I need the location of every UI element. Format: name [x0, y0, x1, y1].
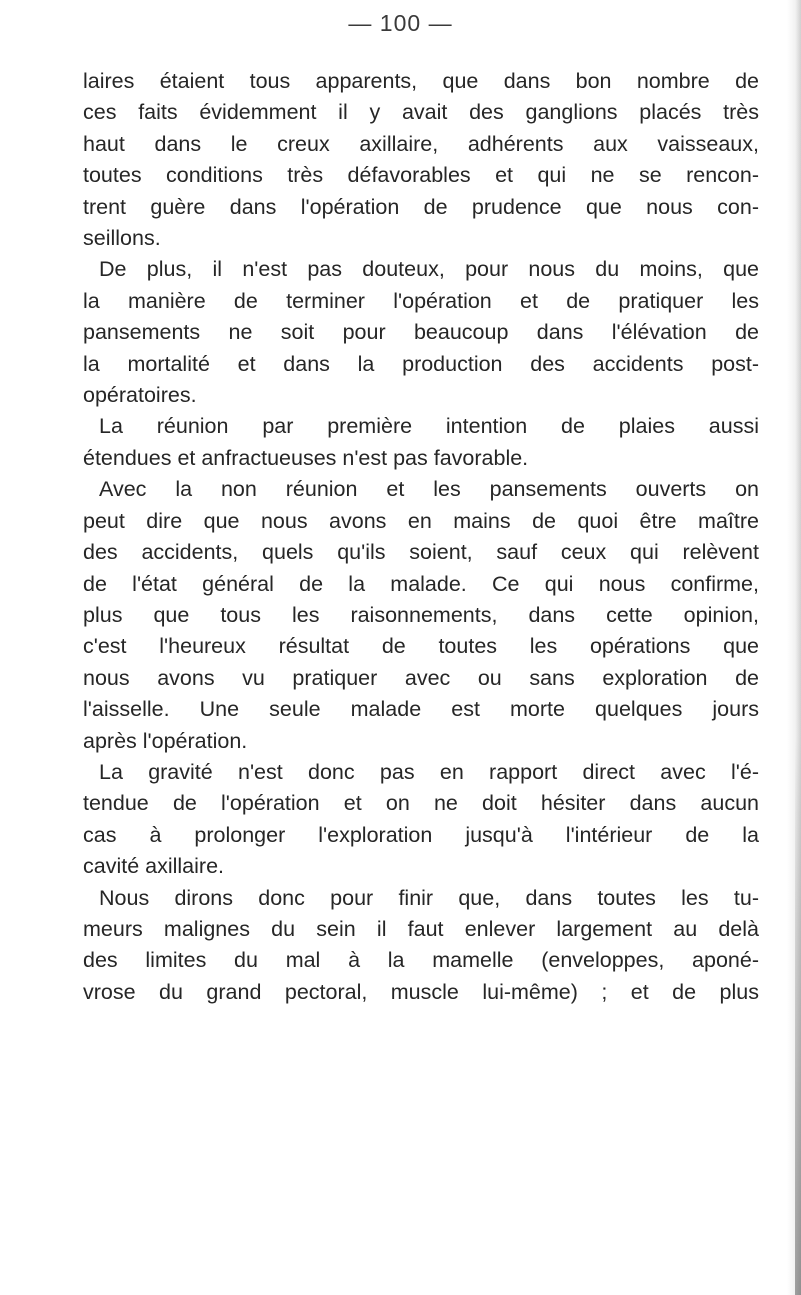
- text-line: de l'état général de la malade. Ce qui nous confirme,: [83, 571, 759, 596]
- text-line: tendue de l'opération et on ne doit hésiter dans aucun: [83, 791, 759, 816]
- text-line: Avec la non réunion et les pansements ouverts on: [99, 477, 759, 502]
- text-line: De plus, il n'est pas douteux, pour nous du moins, que: [99, 257, 759, 282]
- text-line: toutes conditions très défavorables et qui ne se rencon-: [83, 163, 759, 188]
- text-line: Nous dirons donc pour finir que, dans toutes les tu-: [99, 885, 759, 910]
- text-line: étendues et anfractueuses n'est pas favorable.: [83, 445, 529, 470]
- text-line: des limites du mal à la mamelle (enveloppes, aponé-: [83, 948, 759, 973]
- text-line: peut dire que nous avons en mains de quoi être maître: [83, 508, 759, 533]
- text-line: La réunion par première intention de plaies aussi: [99, 414, 759, 439]
- text-line: opératoires.: [83, 383, 197, 408]
- text-line: meurs malignes du sein il faut enlever largement au delà: [83, 916, 759, 941]
- page-edge-dark-shadow: [795, 735, 801, 1295]
- text-line: La gravité n'est donc pas en rapport direct avec l'é-: [99, 759, 759, 784]
- text-line: nous avons vu pratiquer avec ou sans exploration de: [83, 665, 759, 690]
- text-line: l'aisselle. Une seule malade est morte quelques jours: [83, 697, 759, 722]
- text-line: ces faits évidemment il y avait des ganglions placés très: [83, 100, 759, 125]
- text-line: cavité axillaire.: [83, 854, 224, 879]
- text-line: trent guère dans l'opération de prudence que nous con-: [83, 194, 759, 219]
- text-line: seillons.: [83, 226, 161, 251]
- text-line: la manière de terminer l'opération et de pratiquer les: [83, 288, 759, 313]
- text-line: cas à prolonger l'exploration jusqu'à l'intérieur de la: [83, 822, 759, 847]
- text-line: laires étaient tous apparents, que dans bon nombre de: [83, 69, 759, 93]
- text-line: pansements ne soit pour beaucoup dans l'élévation de: [83, 320, 759, 345]
- text-line: des accidents, quels qu'ils soient, sauf ceux qui relèvent: [83, 540, 759, 565]
- page-number-header: — 100 —: [348, 10, 453, 36]
- text-line: haut dans le creux axillaire, adhérents aux vaisseaux,: [83, 131, 759, 156]
- text-line: vrose du grand pectoral, muscle lui-même) ; et de plus: [83, 979, 759, 1004]
- text-line: plus que tous les raisonnements, dans cette opinion,: [83, 602, 759, 627]
- text-line: après l'opération.: [83, 728, 248, 753]
- text-line: c'est l'heureux résultat de toutes les opérations que: [83, 634, 759, 659]
- text-line: la mortalité et dans la production des accidents post-: [83, 351, 759, 376]
- body-text: [83, 66, 759, 1008]
